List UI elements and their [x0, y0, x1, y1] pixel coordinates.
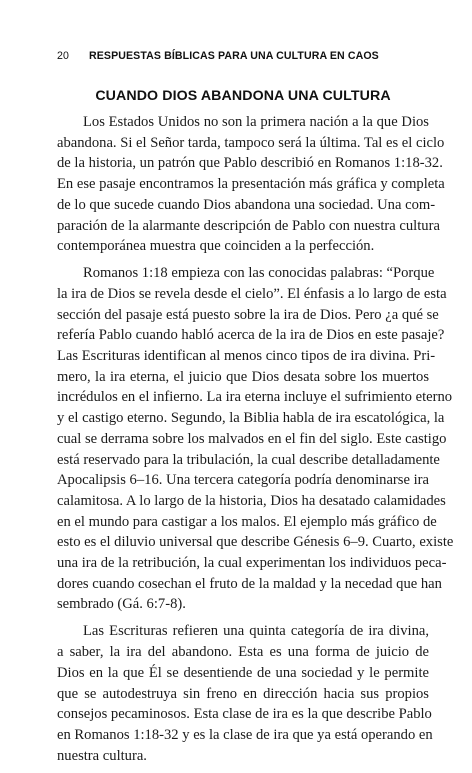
paragraph — [57, 621, 433, 766]
text-line: en el mundo para castigar a los malos. El ejemplo más gráfico de — [57, 513, 437, 530]
text-line: paración de la alarmante descripción de Pablo con nuestra cultura — [57, 217, 440, 234]
text-line: a saber, la ira del abandono. Esta es una forma de juicio de — [57, 644, 429, 661]
text-line: sembrado (Gá. 6:7-8). — [57, 596, 186, 613]
text-line: abandona. Si el Señor tarda, tampoco será la última. Tal es el ciclo — [57, 134, 445, 151]
text-line: incrédulos en el infierno. La ira eterna incluye el sufrimiento eterno — [57, 389, 453, 406]
text-line: sección del pasaje está puesto sobre la ira de Dios. Pero ¿a qué se — [57, 306, 439, 323]
text-line: Apocalipsis 6–16. Una tercera categoría podría denominarse ira — [57, 472, 429, 489]
text-line: nuestra cultura. — [57, 747, 147, 764]
text-line: en Romanos 1:18-32 y es la clase de ira que ya está operando en — [57, 726, 433, 743]
page-number: 20 — [57, 50, 69, 62]
text-line: Dios en la que Él se desentiende de una sociedad y le permite — [57, 664, 429, 681]
running-header — [57, 50, 429, 62]
text-line: cual se derrama sobre los malvados en el fin del siglo. Este castigo — [57, 430, 447, 447]
text-line: refería Pablo cuando habló acerca de la ira de Dios en este pasaje? — [57, 327, 445, 344]
text-line: dores cuando cosechan el fruto de la maldad y la necedad que han — [57, 575, 442, 592]
running-title: RESPUESTAS BÍBLICAS PARA UNA CULTURA EN CAOS — [89, 50, 379, 62]
text-line: Las Escrituras refieren una quinta categoría de ira divina, — [83, 623, 429, 640]
chapter-heading: CUANDO DIOS ABANDONA UNA CULTURA — [95, 88, 391, 104]
text-line: Las Escrituras identifican al menos cinco tipos de ira divina. Pri- — [57, 348, 436, 365]
paragraph — [57, 263, 454, 615]
text-line: mero, la ira eterna, el juicio que Dios desata sobre los muertos — [57, 368, 429, 385]
paragraph — [57, 112, 445, 257]
text-line: la ira de Dios se revela desde el cielo”. El énfasis a lo largo de esta — [57, 285, 447, 302]
text-line: consejos pecaminosos. Esta clase de ira es la que describe Pablo — [57, 706, 432, 723]
text-line: y el castigo eterno. Segundo, la Biblia habla de ira escatológica, la — [57, 410, 445, 427]
text-line: que se autodestruya sin freno en dirección hacia sus propios — [57, 685, 429, 702]
text-line: una ira de la retribución, la cual experimentan los individuos peca- — [57, 555, 447, 572]
text-line: contemporánea muestra que coinciden a la perfección. — [57, 238, 375, 255]
text-line: En ese pasaje encontramos la presentación más gráfica y completa — [57, 176, 445, 193]
text-line: está reservado para la tribulación, la cual describe detalladamente — [57, 451, 440, 468]
text-line: de la historia, un patrón que Pablo describió en Romanos 1:18-32. — [57, 155, 443, 172]
body-text — [57, 112, 454, 773]
text-line: Los Estados Unidos no son la primera nación a la que Dios — [83, 114, 429, 130]
text-line: calamitosa. A lo largo de la historia, Dios ha desatado calamidades — [57, 492, 446, 509]
text-line: Romanos 1:18 empieza con las conocidas palabras: “Porque — [83, 265, 435, 282]
text-line: esto es el diluvio universal que describe Génesis 6–9. Cuarto, existe — [57, 534, 454, 551]
text-line: de lo que sucede cuando Dios abandona una sociedad. Una com- — [57, 196, 436, 213]
